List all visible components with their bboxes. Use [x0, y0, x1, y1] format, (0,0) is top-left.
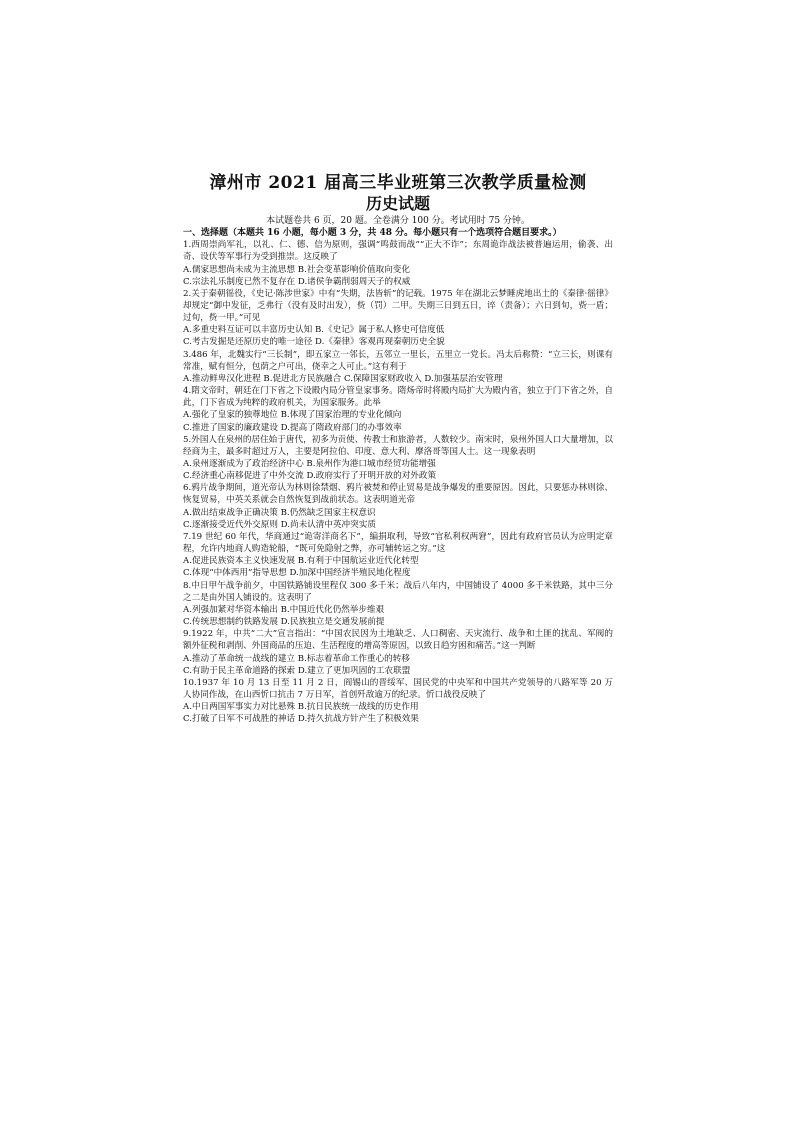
question-stem: 1.西周崇尚军礼，以礼、仁、德、信为原则，强调“鸣鼓而战”“正大不诈”；东周诡诈战法被普遍运用，偷袭、出奇、设伏等军事行为受到推崇。这反映了 [183, 240, 613, 263]
exam-title: 漳州市 2021 届高三毕业班第三次教学质量检测 [209, 173, 587, 193]
question-options: A.强化了皇家的独尊地位 B.体现了国家治理的专业化倾向 [183, 410, 402, 421]
question-options: A.推动了革命统一战线的建立 B.标志着革命工作重心的转移 [183, 653, 410, 664]
exam-content [183, 172, 613, 725]
question-options: A.泉州逐渐成为了政治经济中心 B.泉州作为港口城市经贸功能增强 [183, 459, 436, 470]
question-options: C.传统思想制约铁路发展 D.民族独立是交通发展前提 [183, 617, 385, 628]
question [183, 482, 613, 531]
question [183, 677, 613, 726]
question [183, 434, 613, 483]
question [183, 349, 613, 385]
question-options: C.有助于民主革命道路的探索 D.建立了更加巩固的工农联盟 [183, 665, 411, 676]
question-options: C.体现“中体西用”指导思想 D.加深中国经济半殖民地化程度 [183, 568, 411, 579]
question [183, 628, 613, 677]
exam-subtitle: 历史试题 [365, 194, 430, 213]
question-stem: 6.鸦片战争期间，道光帝认为林则徐禁烟、鸦片被焚和停止贸易是战争爆发的重要原因。因此，只要惩办林则徐、恢复贸易，中英关系就会自然恢复到战前状态。这表明道光帝 [183, 483, 613, 506]
question-stem: 8.中日甲午战争前夕，中国铁路铺设里程仅 300 多千米；战后八年内，中国铺设了 4000 多千米铁路，其中三分之二是由外国人铺设的。这表明了 [183, 580, 613, 603]
question-options: C.打破了日军不可战胜的神话 D.持久抗战方针产生了积极效果 [183, 714, 419, 725]
question-options: C.宗法礼乐制度已然不复存在 D.诸侯争霸削弱周天子的权威 [183, 276, 411, 287]
question-options: A.促进民族资本主义快速发展 B.有利于中国航运业近代化转型 [183, 556, 419, 567]
question-options: C.推进了国家的廉政建设 D.提高了隋政府部门的办事效率 [183, 422, 402, 433]
question-options: C.经济重心南移促进了中外交流 D.政府实行了开明开放的对外政策 [183, 471, 437, 482]
question-stem: 4.隋文帝时，朝廷在门下省之下设殿内局分管皇家事务。隋炀帝时将殿内局扩大为殿内省，独立于门下省之外，自此，门下省成为纯粹的政府机关，为国家服务。此举 [183, 386, 613, 409]
question [183, 288, 613, 349]
question-options: A.做出结束战争正确决策 B.仍然缺乏国家主权意识 [183, 507, 376, 518]
question-stem: 2.关于秦朝徭役，《史记·陈涉世家》中有“失期，法皆斩”的记载。1975 年在湖北云梦睡虎地出土的《秦律·徭律》却规定“御中发征，乏弗行（没有及时出发），赀（罚）二甲。失期三日到五日，谇（责备）；六日到旬，赀一盾；过旬，赀一甲。”可见 [183, 288, 613, 324]
question [183, 580, 613, 629]
question-stem: 3.486 年，北魏实行“三长制”，即五家立一邻长，五邻立一里长，五里立一党长。冯太后称赞：“立三长，则课有常准，赋有恒分，包荫之户可出，侥幸之人可止。”这有利于 [183, 349, 613, 372]
question-stem: 10.1937 年 10 月 13 日至 11 月 2 日，阎锡山的晋绥军、国民党的中央军和中国共产党领导的八路军等 20 万人协同作战，在山西忻口抗击 7 万日军，首创歼敌逾万的纪录。忻口战役反映了 [183, 677, 613, 700]
question-options: A.儒家思想尚未成为主流思想 B.社会变革影响价值取向变化 [183, 264, 410, 275]
question-stem: 9.1922 年，中共“二大”宣言指出：“中国农民因为土地缺乏、人口稠密、天灾流行、战争和土匪的扰乱、军阀的额外征税和剥削、外国商品的压迫、生活程度的增高等原因，以致日趋穷困和痛苦。”这一判断 [183, 629, 613, 652]
question-options: C.逐渐接受近代外交原则 D.尚未认清中英冲突实质 [183, 519, 376, 530]
question [183, 239, 613, 288]
question-options: A.列强加紧对华资本输出 B.中国近代化仍然举步维艰 [183, 604, 385, 615]
exam-meta: 本试题卷共 6 页，20 题。全卷满分 100 分。考试用时 75 分钟。 [266, 216, 530, 226]
question [183, 385, 613, 434]
question-options: A.中日两国军事实力对比悬殊 B.抗日民族统一战线的历史作用 [183, 702, 419, 713]
question-options: C.考古发掘是还原历史的唯一途径 D.《秦律》客观再现秦朝历史全貌 [183, 337, 445, 348]
question [183, 531, 613, 580]
question-stem: 7.19 世纪 60 年代，华商通过“诡寄洋商名下”，编捐取利，导致“官私利权两窘”，因此有政府官员认为应明定章程，允许内地商人购造轮船，“既可免隐射之弊，亦可辅转运之穷。”这 [183, 531, 613, 555]
question-options: A.多重史料互证可以丰富历史认知 B.《史记》属于私人修史可信度低 [183, 325, 445, 336]
question-options: A.推动鲜卑汉化进程 B.促进北方民族融合 C.保障国家财政收入 D.加强基层治安管理 [183, 373, 503, 384]
section-heading: 一、选择题（本题共 16 小题，每小题 3 分，共 48 分。每小题只有一个选项符合题目要求。） [183, 228, 562, 238]
question-stem: 5.外国人在泉州的居住始于唐代，初多为贡使、传教士和旅游者，人数较少。南宋时，泉州外国人口大量增加，以经商为主，最多时超过万人，主要是阿拉伯、印度、意大利、摩洛哥等国人士。这一现象表明 [183, 434, 613, 457]
